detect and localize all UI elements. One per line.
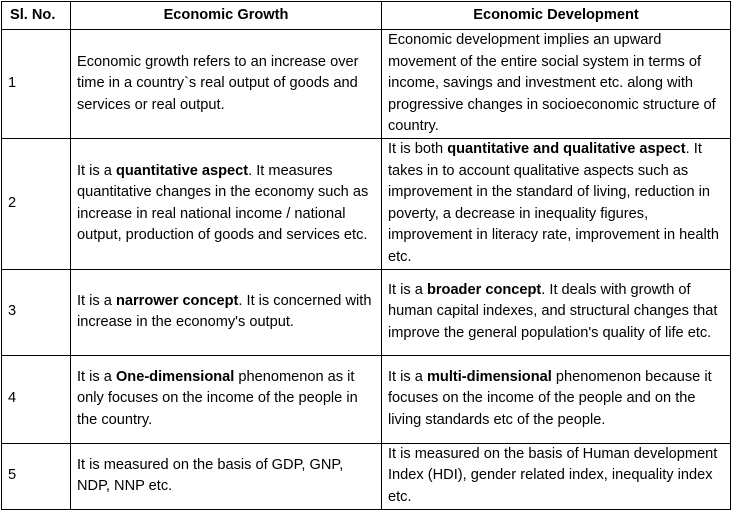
development-text: It is measured on the basis of Human development Index (HDI), gender related index, inequality index etc. [388,445,718,505]
growth-cell [71,443,382,509]
development-bold-text: multi-dimensional [426,368,552,385]
table-row [2,30,731,139]
development-cell [382,355,731,443]
growth-bold-text: narrower concept [115,292,239,309]
development-text: It is a [388,281,427,298]
header-economic-growth: Economic Growth [71,2,382,30]
sl-number: 1 [2,30,71,139]
header-sl-no: Sl. No. [2,2,71,30]
development-text: Economic development implies an upward movement of the entire social system in terms of income, savings and investment etc. along with progressive changes in socioeconomic structure of country. [388,32,716,134]
growth-text-rest: phenomenon as it only focuses on the income of the people in the country. [77,368,358,428]
table-row [2,138,731,269]
growth-text: It is a [77,292,116,309]
growth-text: It is a [77,162,116,179]
growth-cell [71,269,382,355]
growth-text: It is measured on the basis of GDP, GNP, NDP, NNP etc. [77,456,344,494]
development-cell [382,443,731,509]
sl-number: 4 [2,355,71,443]
growth-cell [71,138,382,269]
development-text-rest: phenomenon because it focuses on the income of the people and on the living standards etc of the people. [388,368,712,428]
growth-cell [71,30,382,139]
sl-number: 2 [2,138,71,269]
development-bold-text: broader concept [426,281,542,298]
development-text-rest: . It takes in to account qualitative aspects such as improvement in the standard of living, reduction in poverty, a decrease in inequality figures, improvement in literacy rate, improvement in health etc. [388,141,719,265]
sl-number: 5 [2,443,71,509]
development-bold-text: quantitative and qualitative aspect [447,141,686,157]
header-economic-development: Economic Development [382,2,731,30]
sl-number: 3 [2,269,71,355]
growth-cell [71,355,382,443]
table-row [2,269,731,355]
development-cell [382,138,731,269]
table-row [2,355,731,443]
development-text-rest: . It deals with growth of human capital indexes, and structural changes that improve the general population's quality of life etc. [388,281,718,341]
development-cell [382,269,731,355]
growth-bold-text: quantitative aspect [115,162,249,179]
comparison-table [1,1,731,510]
table-row [2,443,731,509]
growth-text: Economic growth refers to an increase over time in a country`s real output of goods and services or real output. [77,53,359,113]
growth-text-rest: . It measures quantitative changes in the economy such as increase in real national income / national output, production of goods and services etc. [77,162,369,243]
growth-text: It is a [77,368,116,385]
development-text: It is both [388,141,448,157]
growth-text-rest: . It is concerned with increase in the economy's output. [77,292,372,330]
header-row [2,2,731,30]
development-text: It is a [388,368,427,385]
development-cell [382,30,731,139]
growth-bold-text: One-dimensional [115,368,235,385]
